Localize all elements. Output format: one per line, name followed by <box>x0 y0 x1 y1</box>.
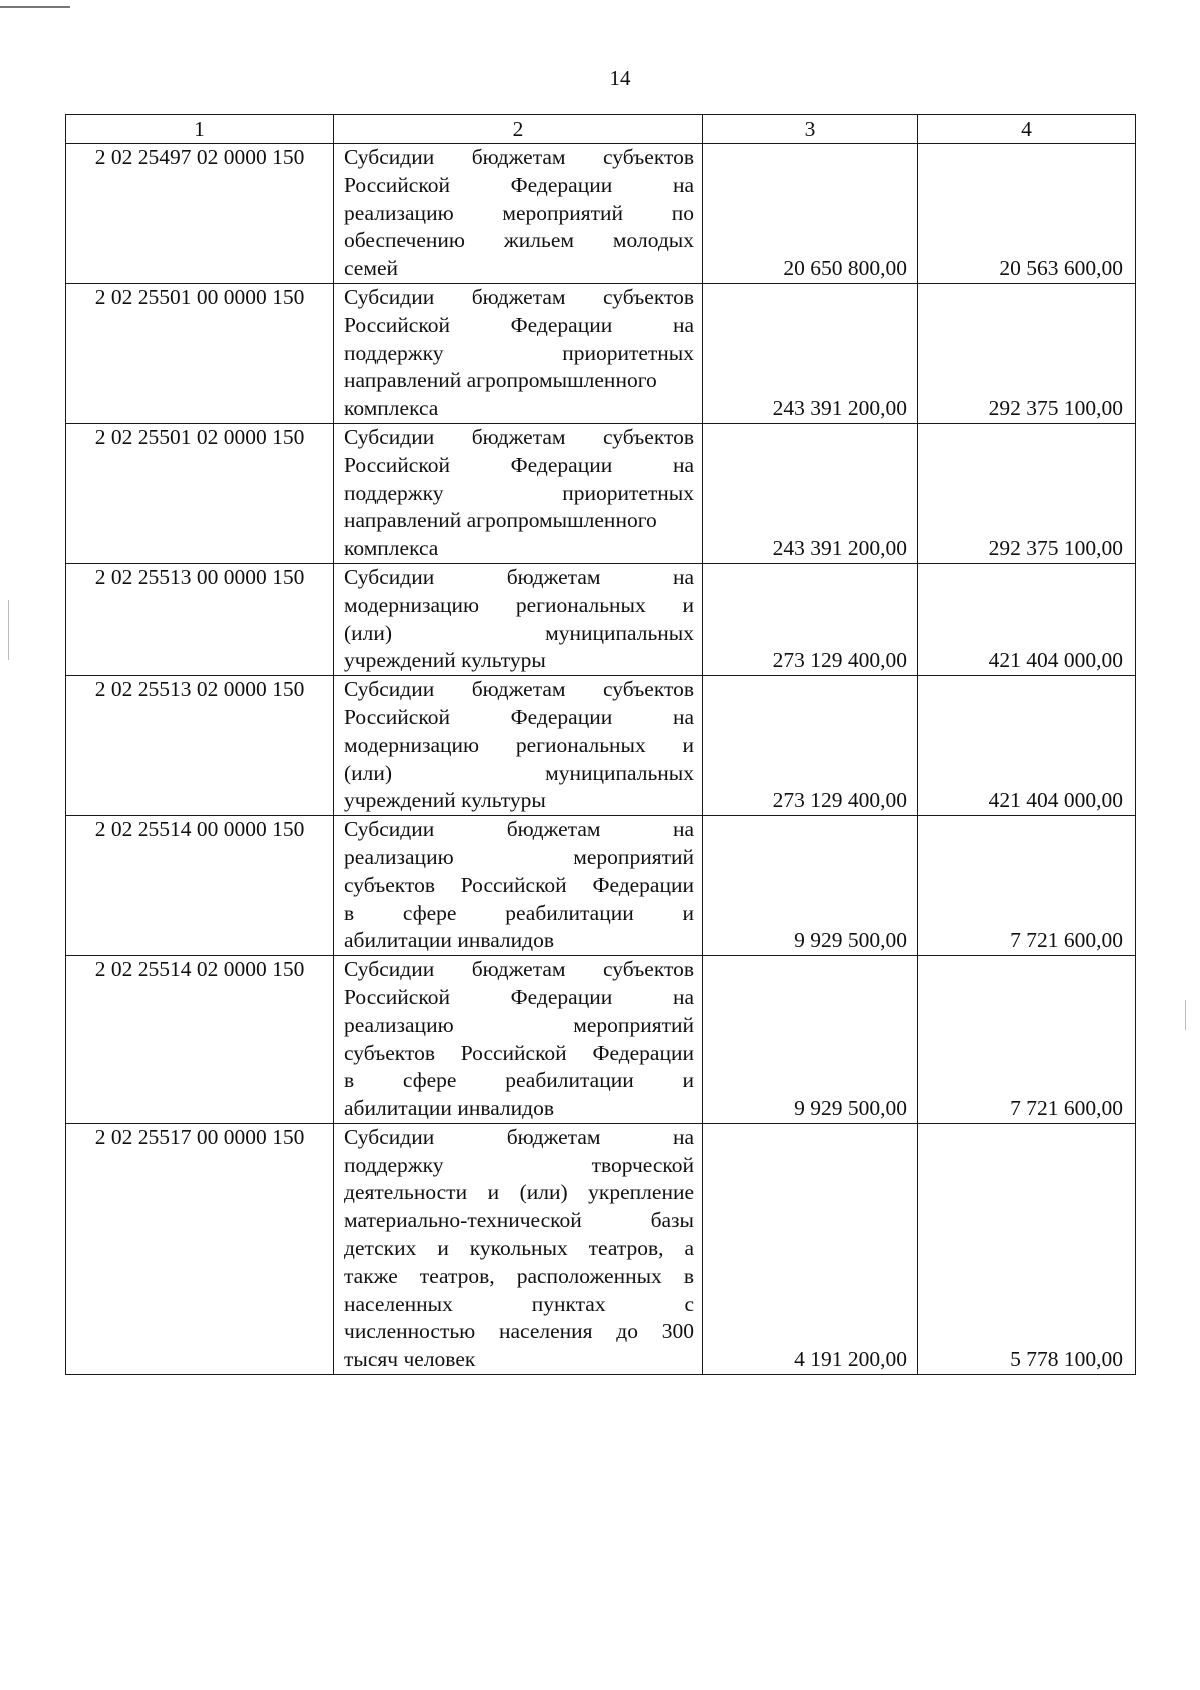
budget-code-cell: 2 02 25517 00 0000 150 <box>66 1123 334 1374</box>
description-line: обеспечению жильем молодых <box>344 228 694 253</box>
description-line: Российской Федерации на <box>344 312 694 337</box>
description-line: Российской Федерации на <box>344 984 694 1009</box>
amount-column-3: 273 129 400,00 <box>703 676 918 816</box>
description-line: реализацию мероприятий <box>344 844 694 869</box>
description-line: поддержку приоритетных <box>344 340 694 365</box>
description-line: в сфере реабилитации и <box>344 1068 694 1093</box>
description-line: Российской Федерации на <box>344 704 694 729</box>
table-row <box>66 956 1136 1124</box>
amount-column-4: 7 721 600,00 <box>918 956 1136 1124</box>
description-last-line: направлений агропромышленного комплекса <box>344 508 657 561</box>
amount-column-4: 292 375 100,00 <box>918 283 1136 423</box>
description-line: Российской Федерации на <box>344 172 694 197</box>
amount-column-4: 421 404 000,00 <box>918 676 1136 816</box>
budget-code-cell: 2 02 25514 02 0000 150 <box>66 956 334 1124</box>
description-cell <box>334 423 703 563</box>
amount-column-3: 4 191 200,00 <box>703 1123 918 1374</box>
description-line: материально-технической базы <box>344 1208 694 1233</box>
description-line: численностью населения до 300 <box>344 1319 694 1344</box>
description-line: (или) муниципальных <box>344 760 694 785</box>
description-cell <box>334 283 703 423</box>
scan-artifact <box>8 600 9 660</box>
budget-table <box>65 114 1136 1375</box>
description-last-line: абилитации инвалидов <box>344 1096 555 1121</box>
amount-column-4: 421 404 000,00 <box>918 563 1136 675</box>
description-cell <box>334 676 703 816</box>
description-cell <box>334 144 703 284</box>
description-line: модернизацию региональных и <box>344 732 694 757</box>
amount-column-3: 273 129 400,00 <box>703 563 918 675</box>
description-last-line: тысяч человек <box>344 1347 476 1372</box>
description-line: Российской Федерации на <box>344 452 694 477</box>
description-line: Субсидии бюджетам на <box>344 564 694 589</box>
table-row <box>66 816 1136 956</box>
description-cell <box>334 563 703 675</box>
table-row <box>66 1123 1136 1374</box>
column-header-3: 3 <box>703 115 918 144</box>
description-line: субъектов Российской Федерации <box>344 1040 694 1065</box>
description-line: реализацию мероприятий по <box>344 200 694 225</box>
amount-column-4: 5 778 100,00 <box>918 1123 1136 1374</box>
description-line: детских и кукольных театров, а <box>344 1236 694 1261</box>
description-cell <box>334 816 703 956</box>
description-line: Субсидии бюджетам субъектов <box>344 424 694 449</box>
table-row <box>66 283 1136 423</box>
amount-column-4: 20 563 600,00 <box>918 144 1136 284</box>
budget-code-cell: 2 02 25513 02 0000 150 <box>66 676 334 816</box>
description-line: Субсидии бюджетам субъектов <box>344 145 694 169</box>
column-header-2: 2 <box>334 115 703 144</box>
description-cell <box>334 1123 703 1374</box>
description-line: Субсидии бюджетам субъектов <box>344 284 694 309</box>
table-row <box>66 423 1136 563</box>
description-last-line: семей <box>344 256 399 281</box>
amount-column-3: 243 391 200,00 <box>703 283 918 423</box>
budget-code-cell: 2 02 25497 02 0000 150 <box>66 144 334 284</box>
amount-column-3: 9 929 500,00 <box>703 816 918 956</box>
description-line: Субсидии бюджетам на <box>344 817 694 842</box>
description-line: Субсидии бюджетам субъектов <box>344 677 694 702</box>
description-last-line: учреждений культуры <box>344 648 546 673</box>
scan-edge-mark <box>0 6 70 8</box>
table-header-row <box>66 115 1136 144</box>
description-line: также театров, расположенных в <box>344 1263 694 1288</box>
description-line: поддержку приоритетных <box>344 480 694 505</box>
amount-column-4: 292 375 100,00 <box>918 423 1136 563</box>
budget-code-cell: 2 02 25501 00 0000 150 <box>66 283 334 423</box>
budget-code-cell: 2 02 25514 00 0000 150 <box>66 816 334 956</box>
description-line: Субсидии бюджетам субъектов <box>344 957 694 982</box>
scan-artifact <box>1185 1000 1186 1030</box>
description-line: Субсидии бюджетам на <box>344 1124 694 1149</box>
description-last-line: учреждений культуры <box>344 788 546 813</box>
description-line: (или) муниципальных <box>344 620 694 645</box>
column-header-1: 1 <box>66 115 334 144</box>
budget-code-cell: 2 02 25513 00 0000 150 <box>66 563 334 675</box>
description-line: поддержку творческой <box>344 1152 694 1177</box>
description-line: субъектов Российской Федерации <box>344 872 694 897</box>
description-line: реализацию мероприятий <box>344 1012 694 1037</box>
amount-column-3: 243 391 200,00 <box>703 423 918 563</box>
description-cell <box>334 956 703 1124</box>
column-header-4: 4 <box>918 115 1136 144</box>
description-line: в сфере реабилитации и <box>344 900 694 925</box>
amount-column-3: 20 650 800,00 <box>703 144 918 284</box>
description-line: населенных пунктах с <box>344 1291 694 1316</box>
description-last-line: направлений агропромышленного комплекса <box>344 368 657 421</box>
page-number: 14 <box>609 66 631 90</box>
amount-column-4: 7 721 600,00 <box>918 816 1136 956</box>
description-line: деятельности и (или) укрепление <box>344 1180 694 1205</box>
table-row <box>66 144 1136 284</box>
amount-column-3: 9 929 500,00 <box>703 956 918 1124</box>
table-row <box>66 676 1136 816</box>
description-last-line: абилитации инвалидов <box>344 928 555 953</box>
description-line: модернизацию региональных и <box>344 592 694 617</box>
table-row <box>66 563 1136 675</box>
budget-code-cell: 2 02 25501 02 0000 150 <box>66 423 334 563</box>
